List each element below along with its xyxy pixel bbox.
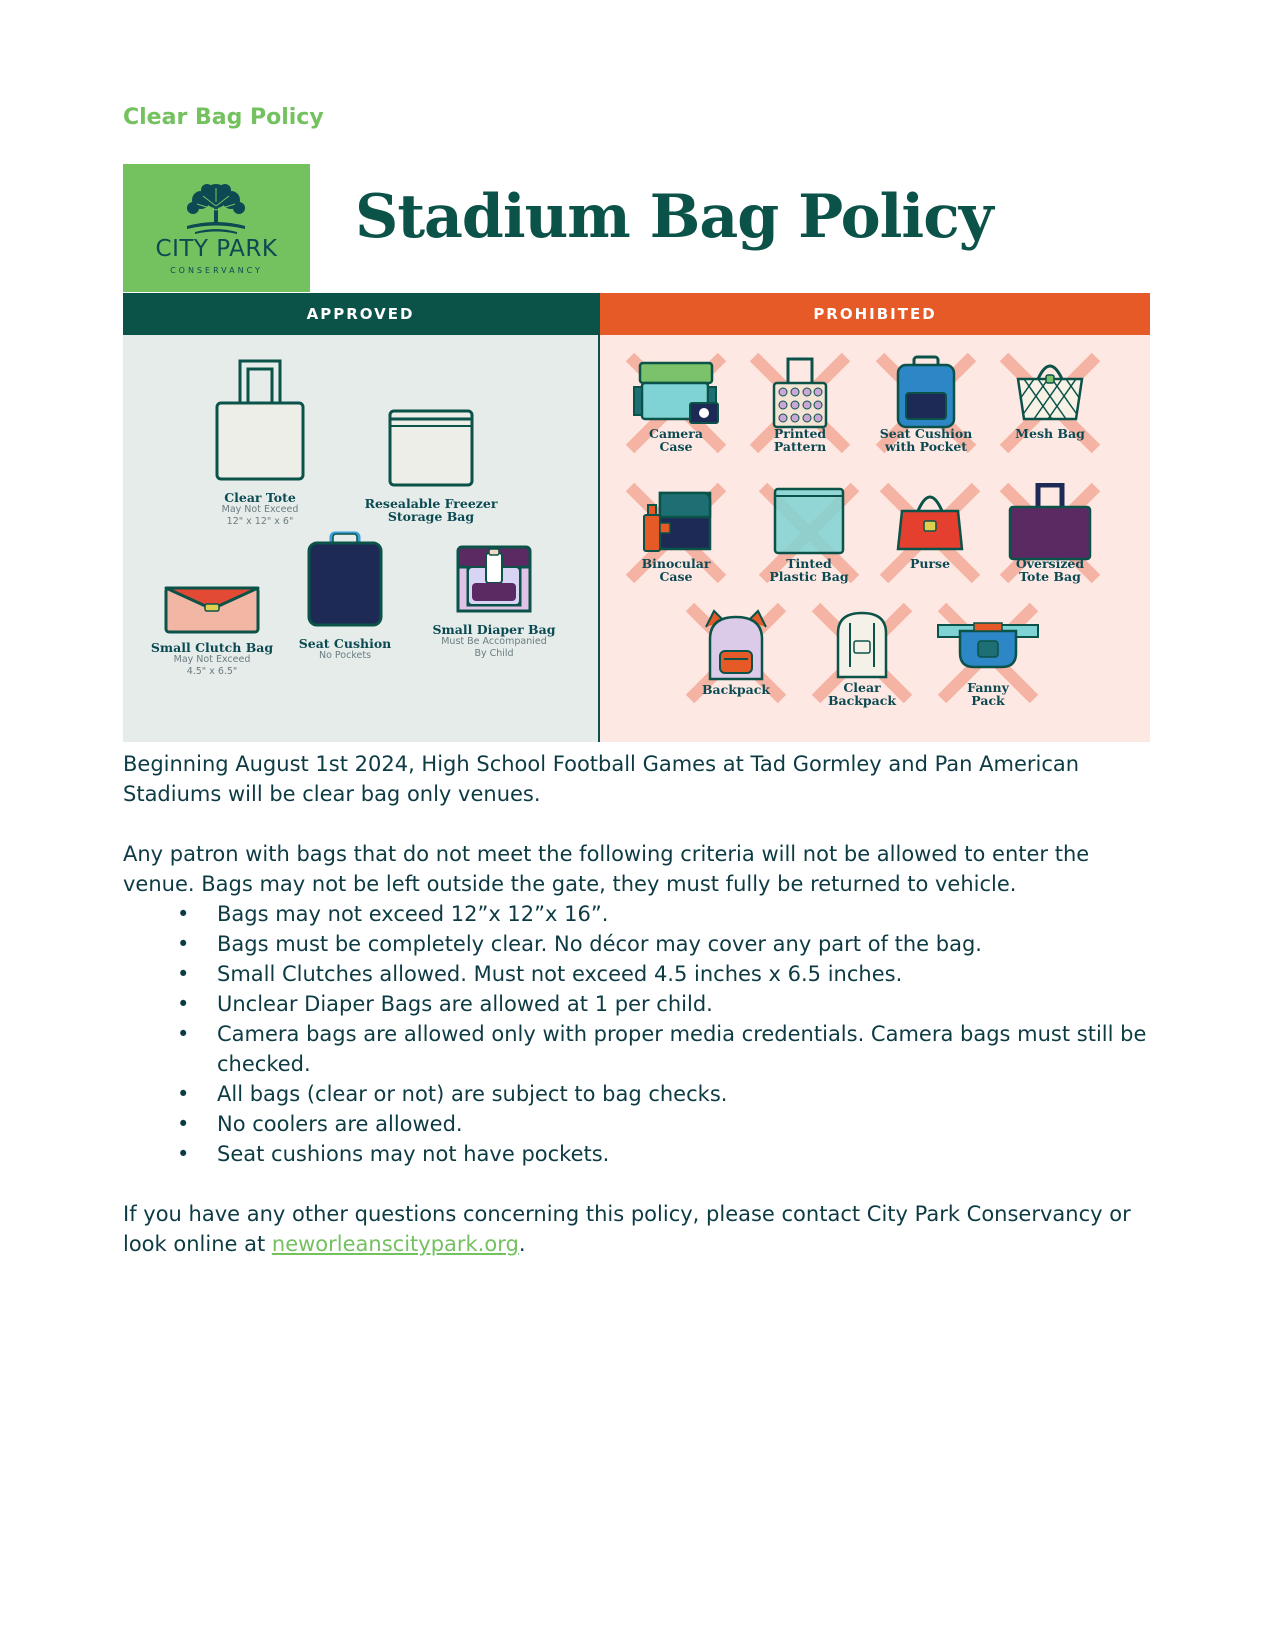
city-park-logo — [123, 164, 310, 292]
item-label: Clear Backpack — [827, 680, 897, 708]
graphic-title: Stadium Bag Policy — [355, 182, 993, 252]
logo-city-park-text: CITY PARK — [155, 236, 278, 262]
item-label: Camera Case — [649, 426, 703, 454]
prohibited-item-tinted-plastic-bag — [748, 483, 870, 583]
item-label: Clear Tote — [224, 490, 296, 505]
page-heading: Clear Bag Policy — [123, 105, 324, 130]
closing-period: . — [518, 1232, 526, 1256]
prohibited-item-oversized-tote — [998, 483, 1102, 583]
prohibited-item-fanny-pack — [936, 603, 1040, 707]
prohibited-panel — [600, 335, 1150, 742]
item-note: Must Be Accompanied By Child — [441, 636, 547, 659]
approved-item-seat-cushion — [295, 531, 395, 662]
criteria-paragraph: Any patron with bags that do not meet the following criteria will not be allowed to enter the venue. Bags may not be left outside the gate, they must fully be returned to vehicle. — [123, 842, 1090, 896]
item-note: No Pockets — [318, 650, 372, 661]
prohibited-item-purse — [878, 483, 982, 570]
prohibited-item-mesh-bag — [998, 353, 1102, 440]
rule-text: Small Clutches allowed. Must not exceed 4.5 inches x 6.5 inches. — [217, 962, 903, 986]
rule-item — [123, 929, 1153, 959]
rule-item — [123, 899, 1153, 929]
rule-text: Camera bags are allowed only with proper media credentials. Camera bags must still be checked. — [217, 1022, 1147, 1076]
item-label: Resealable Freezer Storage Bag — [364, 496, 498, 524]
rule-text: Bags must be completely clear. No décor may cover any part of the bag. — [217, 932, 982, 956]
prohibited-item-clear-backpack — [810, 603, 914, 707]
prohibited-item-printed-pattern — [748, 353, 852, 453]
rule-item — [123, 1139, 1153, 1169]
item-label: Binocular Case — [641, 556, 711, 584]
clear-tote-icon — [210, 353, 310, 481]
item-label: Seat Cushion — [298, 636, 392, 651]
item-label: Small Diaper Bag — [432, 622, 556, 637]
prohibited-item-camera-case — [624, 353, 728, 453]
approved-item-diaper-bag — [423, 543, 565, 660]
clutch-bag-icon — [163, 585, 261, 635]
intro-paragraph: Beginning August 1st 2024, High School Football Games at Tad Gormley and Pan American Stadiums will be clear bag only venues. — [123, 752, 1080, 806]
rule-item — [123, 989, 1153, 1019]
rule-item — [123, 1079, 1153, 1109]
tree-icon — [181, 182, 251, 234]
bullet: • — [177, 992, 190, 1016]
closing-paragraph — [123, 1199, 1153, 1259]
item-label: Seat Cushion with Pocket — [879, 426, 973, 454]
diaper-bag-icon — [454, 543, 534, 615]
rule-text: Bags may not exceed 12”x 12”x 16”. — [217, 902, 609, 926]
approved-item-small-clutch — [147, 585, 277, 678]
rule-item — [123, 1109, 1153, 1139]
item-label: Mesh Bag — [1015, 426, 1085, 441]
rule-text: No coolers are allowed. — [217, 1112, 463, 1136]
item-label: Oversized Tote Bag — [1015, 556, 1085, 584]
bullet: • — [177, 932, 190, 956]
logo-conservancy-text: CONSERVANCY — [170, 266, 263, 275]
item-label: Tinted Plastic Bag — [769, 556, 849, 584]
item-label: Backpack — [701, 682, 771, 697]
bullet: • — [177, 1022, 190, 1046]
rule-item — [123, 959, 1153, 989]
bullet: • — [177, 902, 190, 926]
item-label: Purse — [909, 556, 951, 571]
rule-item — [123, 1019, 1153, 1079]
rule-text: All bags (clear or not) are subject to bag checks. — [217, 1082, 728, 1106]
item-label: Small Clutch Bag — [150, 640, 274, 655]
freezer-bag-icon — [386, 407, 476, 487]
item-note: May Not Exceed 4.5" x 6.5" — [173, 654, 251, 677]
prohibited-item-backpack — [684, 603, 788, 696]
approved-panel — [123, 335, 598, 742]
website-link[interactable]: neworleanscitypark.org — [271, 1232, 519, 1256]
rules-list — [123, 899, 1153, 1169]
rule-text: Unclear Diaper Bags are allowed at 1 per child. — [217, 992, 713, 1016]
approved-item-clear-tote — [198, 353, 322, 528]
stadium-bag-policy-graphic — [123, 164, 1150, 742]
closing-text: If you have any other questions concerning this policy, please contact City Park Conservancy or look online at — [123, 1202, 1131, 1256]
item-note: May Not Exceed 12" x 12" x 6" — [221, 504, 299, 527]
seat-cushion-icon — [305, 531, 385, 627]
rule-text: Seat cushions may not have pockets. — [217, 1142, 610, 1166]
prohibited-item-seat-cushion-pocket — [868, 353, 984, 453]
item-label: Fanny Pack — [967, 680, 1009, 708]
bullet: • — [177, 962, 190, 986]
approved-heading: APPROVED — [123, 293, 598, 335]
prohibited-item-binocular-case — [624, 483, 728, 583]
bullet: • — [177, 1112, 190, 1136]
approved-item-freezer-bag — [356, 407, 506, 523]
bullet: • — [177, 1082, 190, 1106]
bullet: • — [177, 1142, 190, 1166]
item-label: Printed Pattern — [773, 426, 827, 454]
prohibited-heading: PROHIBITED — [600, 293, 1150, 335]
